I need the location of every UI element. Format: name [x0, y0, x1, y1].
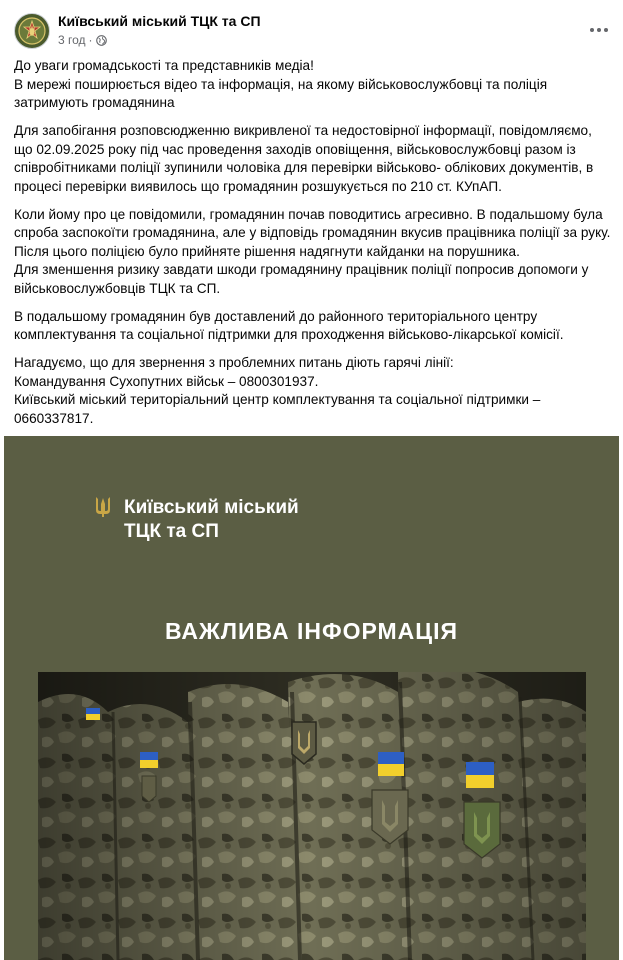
post-header [0, 0, 623, 56]
post-image[interactable] [4, 436, 619, 960]
post-paragraph: До уваги громадськості та представників медіа! В мережі поширюється відео та інформація, на якому військовослужбовці та поліція затримують громадянина [14, 58, 548, 110]
flag-patch [140, 752, 158, 802]
post-paragraph: В подальшому громадянин був доставлений до районного територіального центру комплектування та соціальної підтримки для проходження військово-лікарської комісії. [14, 308, 564, 342]
post-text [14, 57, 614, 438]
page-name-link[interactable]: Київський міський ТЦК та СП [58, 13, 261, 29]
image-logo [94, 496, 299, 544]
post-meta [58, 33, 107, 47]
more-options-icon [589, 27, 609, 33]
globe-icon [96, 35, 107, 46]
meta-separator: · [88, 33, 93, 47]
flag-patch [86, 708, 100, 720]
post-time[interactable]: 3 год [58, 33, 86, 47]
post-paragraph: Коли йому про це повідомили, громадянин почав поводитись агресивно. В подальшому була спроба заспокоїти громадянина, але у відповідь громадянин вкусив працівника поліції за руку. Після цього поліцією було прийняте рішення надягнути кайданки на порушника. Для зменшення ризику завдати шкоди громадянину працівник поліції попросив допомоги у військовослужбовців ТЦК та СП. [14, 206, 611, 296]
soldiers-photo [38, 672, 586, 960]
post-paragraph: Для запобігання розповсюдженню викривленої та недостовірної інформації, повідомляємо, що 02.09.2025 року під час проведення заходів оповіщення, військовослужбовці разом із співробітниками поліції зупинили чоловіка для перевірки військово- облікових документів, в процесі перевірки виявилось що громадянин розшукується по 210 ст. КУпАП. [14, 123, 594, 194]
unit-emblem-icon [18, 17, 46, 45]
page-avatar[interactable] [14, 13, 50, 49]
image-logo-text: Київський міський ТЦК та СП [124, 497, 299, 542]
trident-icon [94, 496, 112, 518]
tryzub-patch [292, 722, 316, 764]
more-options-button[interactable] [583, 14, 615, 46]
post-paragraph: Нагадуємо, що для звернення з проблемних питань діють гарячі лінії: Командування Сухопутних військ – 0800301937. Київський міський територіальний центр комплектування та соціальної підтримки – 0660337817. [14, 355, 541, 426]
camouflage-uniforms-illustration [38, 672, 586, 960]
image-heading: ВАЖЛИВА ІНФОРМАЦІЯ [164, 618, 459, 644]
